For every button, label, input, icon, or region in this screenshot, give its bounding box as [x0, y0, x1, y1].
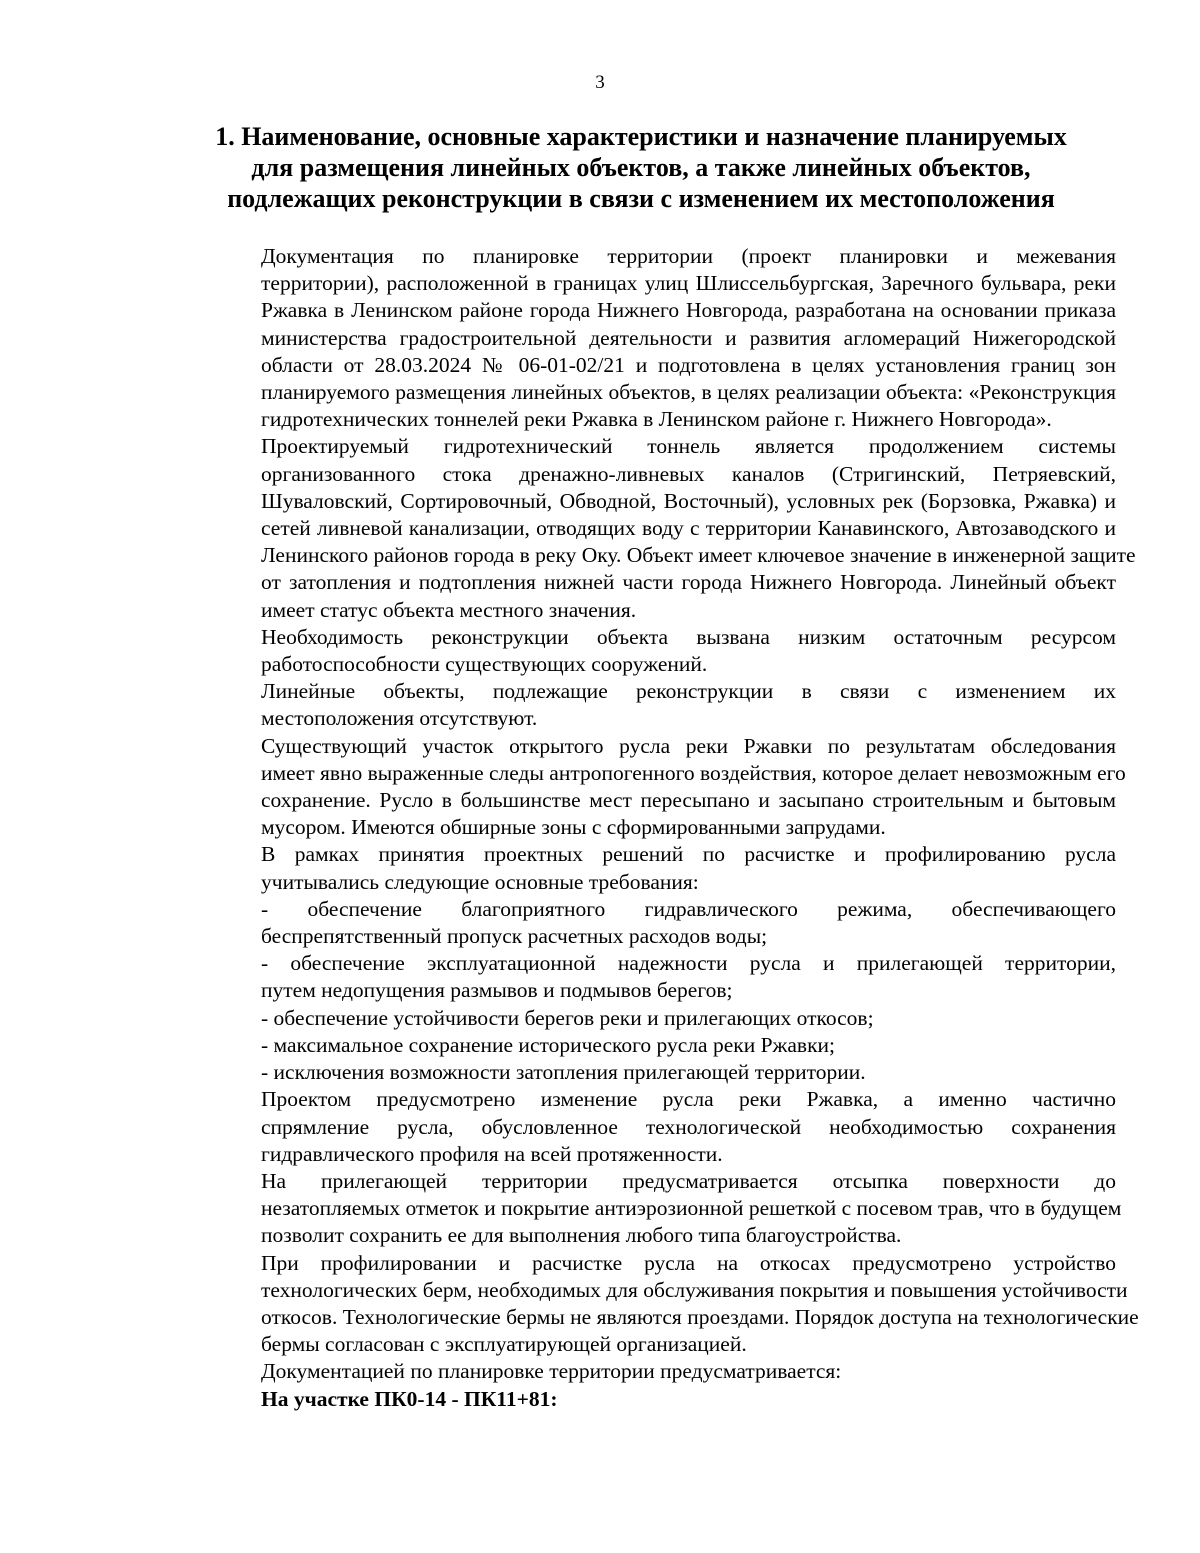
document-body [166, 243, 1139, 1413]
title-line: для размещения линейных объектов, а также линейных объектов, [251, 153, 1031, 182]
body-paragraph [166, 1250, 1139, 1359]
text-line: учитывались следующие основные требования: [261, 869, 699, 894]
text-line: организованного стока дренажно-ливневых каналов (Стригинский, Петряевский, [261, 461, 1116, 486]
body-paragraph [166, 1059, 1116, 1086]
text-line: гидравлического профиля на всей протяженности. [261, 1141, 723, 1166]
text-line: спрямление русла, обусловленное технологической необходимостью сохранения [261, 1114, 1116, 1139]
body-paragraph [166, 1086, 1116, 1168]
text-line: Проектом предусмотрено изменение русла реки Ржавка, а именно частично [261, 1087, 1116, 1112]
text-line: Существующий участок открытого русла реки Ржавки по результатам обследования [261, 733, 1116, 758]
text-line: - максимальное сохранение исторического русла реки Ржавки; [261, 1032, 836, 1057]
text-line: Ленинского районов города в реку Оку. Объект имеет ключевое значение в инженерной защите [261, 543, 1136, 568]
text-line: Документацией по планировке территории предусматривается: [261, 1359, 842, 1384]
text-line: местоположения отсутствуют. [261, 706, 538, 731]
text-line: сетей ливневой канализации, отводящих воду с территории Канавинского, Автозаводского и [261, 516, 1116, 541]
text-line: планируемого размещения линейных объектов, в целях реализации объекта: «Реконструкция [261, 380, 1116, 405]
text-line: имеет статус объекта местного значения. [261, 597, 637, 622]
text-line: В рамках принятия проектных решений по расчистке и профилированию русла [261, 842, 1116, 867]
text-line: При профилировании и расчистке русла на откосах предусмотрено устройство [261, 1250, 1116, 1275]
body-paragraph [166, 1032, 1116, 1059]
body-paragraph [166, 243, 1116, 433]
text-line: гидротехнических тоннелей реки Ржавка в Ленинском районе г. Нижнего Новгорода». [261, 407, 1052, 432]
body-paragraph [166, 1168, 1122, 1250]
page-number: 3 [595, 72, 605, 93]
text-line: незатопляемых отметок и покрытие антиэрозионной решеткой с посевом трав, что в будущем [261, 1196, 1122, 1221]
body-paragraph [166, 624, 1116, 678]
text-line: области от 28.03.2024 № 06-01-02/21 и подготовлена в целях установления границ зон [261, 352, 1116, 377]
body-paragraph [166, 1005, 1116, 1032]
text-line: - обеспечение эксплуатационной надежности русла и прилегающей территории, [261, 951, 1116, 976]
text-line: путем недопущения размывов и подмывов берегов; [261, 978, 733, 1003]
title-line: подлежащих реконструкции в связи с изменением их местоположения [227, 184, 1055, 213]
text-line: Ржавка в Ленинском районе города Нижнего Новгорода, разработана на основании приказа [261, 298, 1116, 323]
body-paragraph [166, 433, 1136, 623]
text-line: На участке ПК0-14 - ПК11+81: [261, 1386, 558, 1411]
text-line: Линейные объекты, подлежащие реконструкции в связи с изменением их [261, 679, 1116, 704]
text-line: Документация по планировке территории (проект планировки и межевания [261, 244, 1116, 268]
text-line: - исключения возможности затопления прилегающей территории. [261, 1060, 866, 1085]
text-line: - обеспечение устойчивости берегов реки и прилегающих откосов; [261, 1005, 874, 1030]
body-paragraph [166, 841, 1116, 895]
body-paragraph [166, 950, 1116, 1004]
body-paragraph [166, 896, 1116, 950]
text-line: беспрепятственный пропуск расчетных расходов воды; [261, 924, 768, 949]
text-line: имеет явно выраженные следы антропогенного воздействия, которое делает невозможным его [261, 760, 1126, 785]
section-title [166, 121, 1116, 214]
title-line: 1. Наименование, основные характеристики и назначение планируемых [215, 122, 1067, 151]
body-paragraph [166, 733, 1126, 842]
text-line: Шуваловский, Сортировочный, Обводной, Восточный), условных рек (Борзовка, Ржавка) и [261, 488, 1116, 513]
body-paragraph [166, 1358, 1116, 1385]
text-line: На прилегающей территории предусматривается отсыпка поверхности до [261, 1168, 1116, 1193]
text-line: технологических берм, необходимых для обслуживания покрытия и повышения устойчивости [261, 1277, 1128, 1302]
text-line: сохранение. Русло в большинстве мест пересыпано и засыпано строительным и бытовым [261, 788, 1116, 813]
text-line: министерства градостроительной деятельности и развития агломераций Нижегородской [261, 325, 1116, 350]
text-line: территории), расположенной в границах улиц Шлиссельбургская, Заречного бульвара, реки [261, 271, 1116, 296]
text-line: от затопления и подтопления нижней части города Нижнего Новгорода. Линейный объект [261, 570, 1116, 595]
text-line: работоспособности существующих сооружений. [261, 652, 708, 677]
text-line: откосов. Технологические бермы не являются проездами. Порядок доступа на технологические [261, 1304, 1139, 1329]
text-line: Проектируемый гидротехнический тоннель является продолжением системы [261, 434, 1116, 459]
text-line: мусором. Имеются обширные зоны с сформированными запрудами. [261, 815, 886, 840]
text-line: - обеспечение благоприятного гидравлического режима, обеспечивающего [261, 896, 1116, 921]
text-line: бермы согласован с эксплуатирующей организацией. [261, 1332, 747, 1357]
body-paragraph [166, 678, 1116, 732]
text-line: Необходимость реконструкции объекта вызвана низким остаточным ресурсом [261, 624, 1116, 649]
section-subheading [166, 1386, 1116, 1413]
text-line: позволит сохранить ее для выполнения любого типа благоустройства. [261, 1223, 902, 1248]
